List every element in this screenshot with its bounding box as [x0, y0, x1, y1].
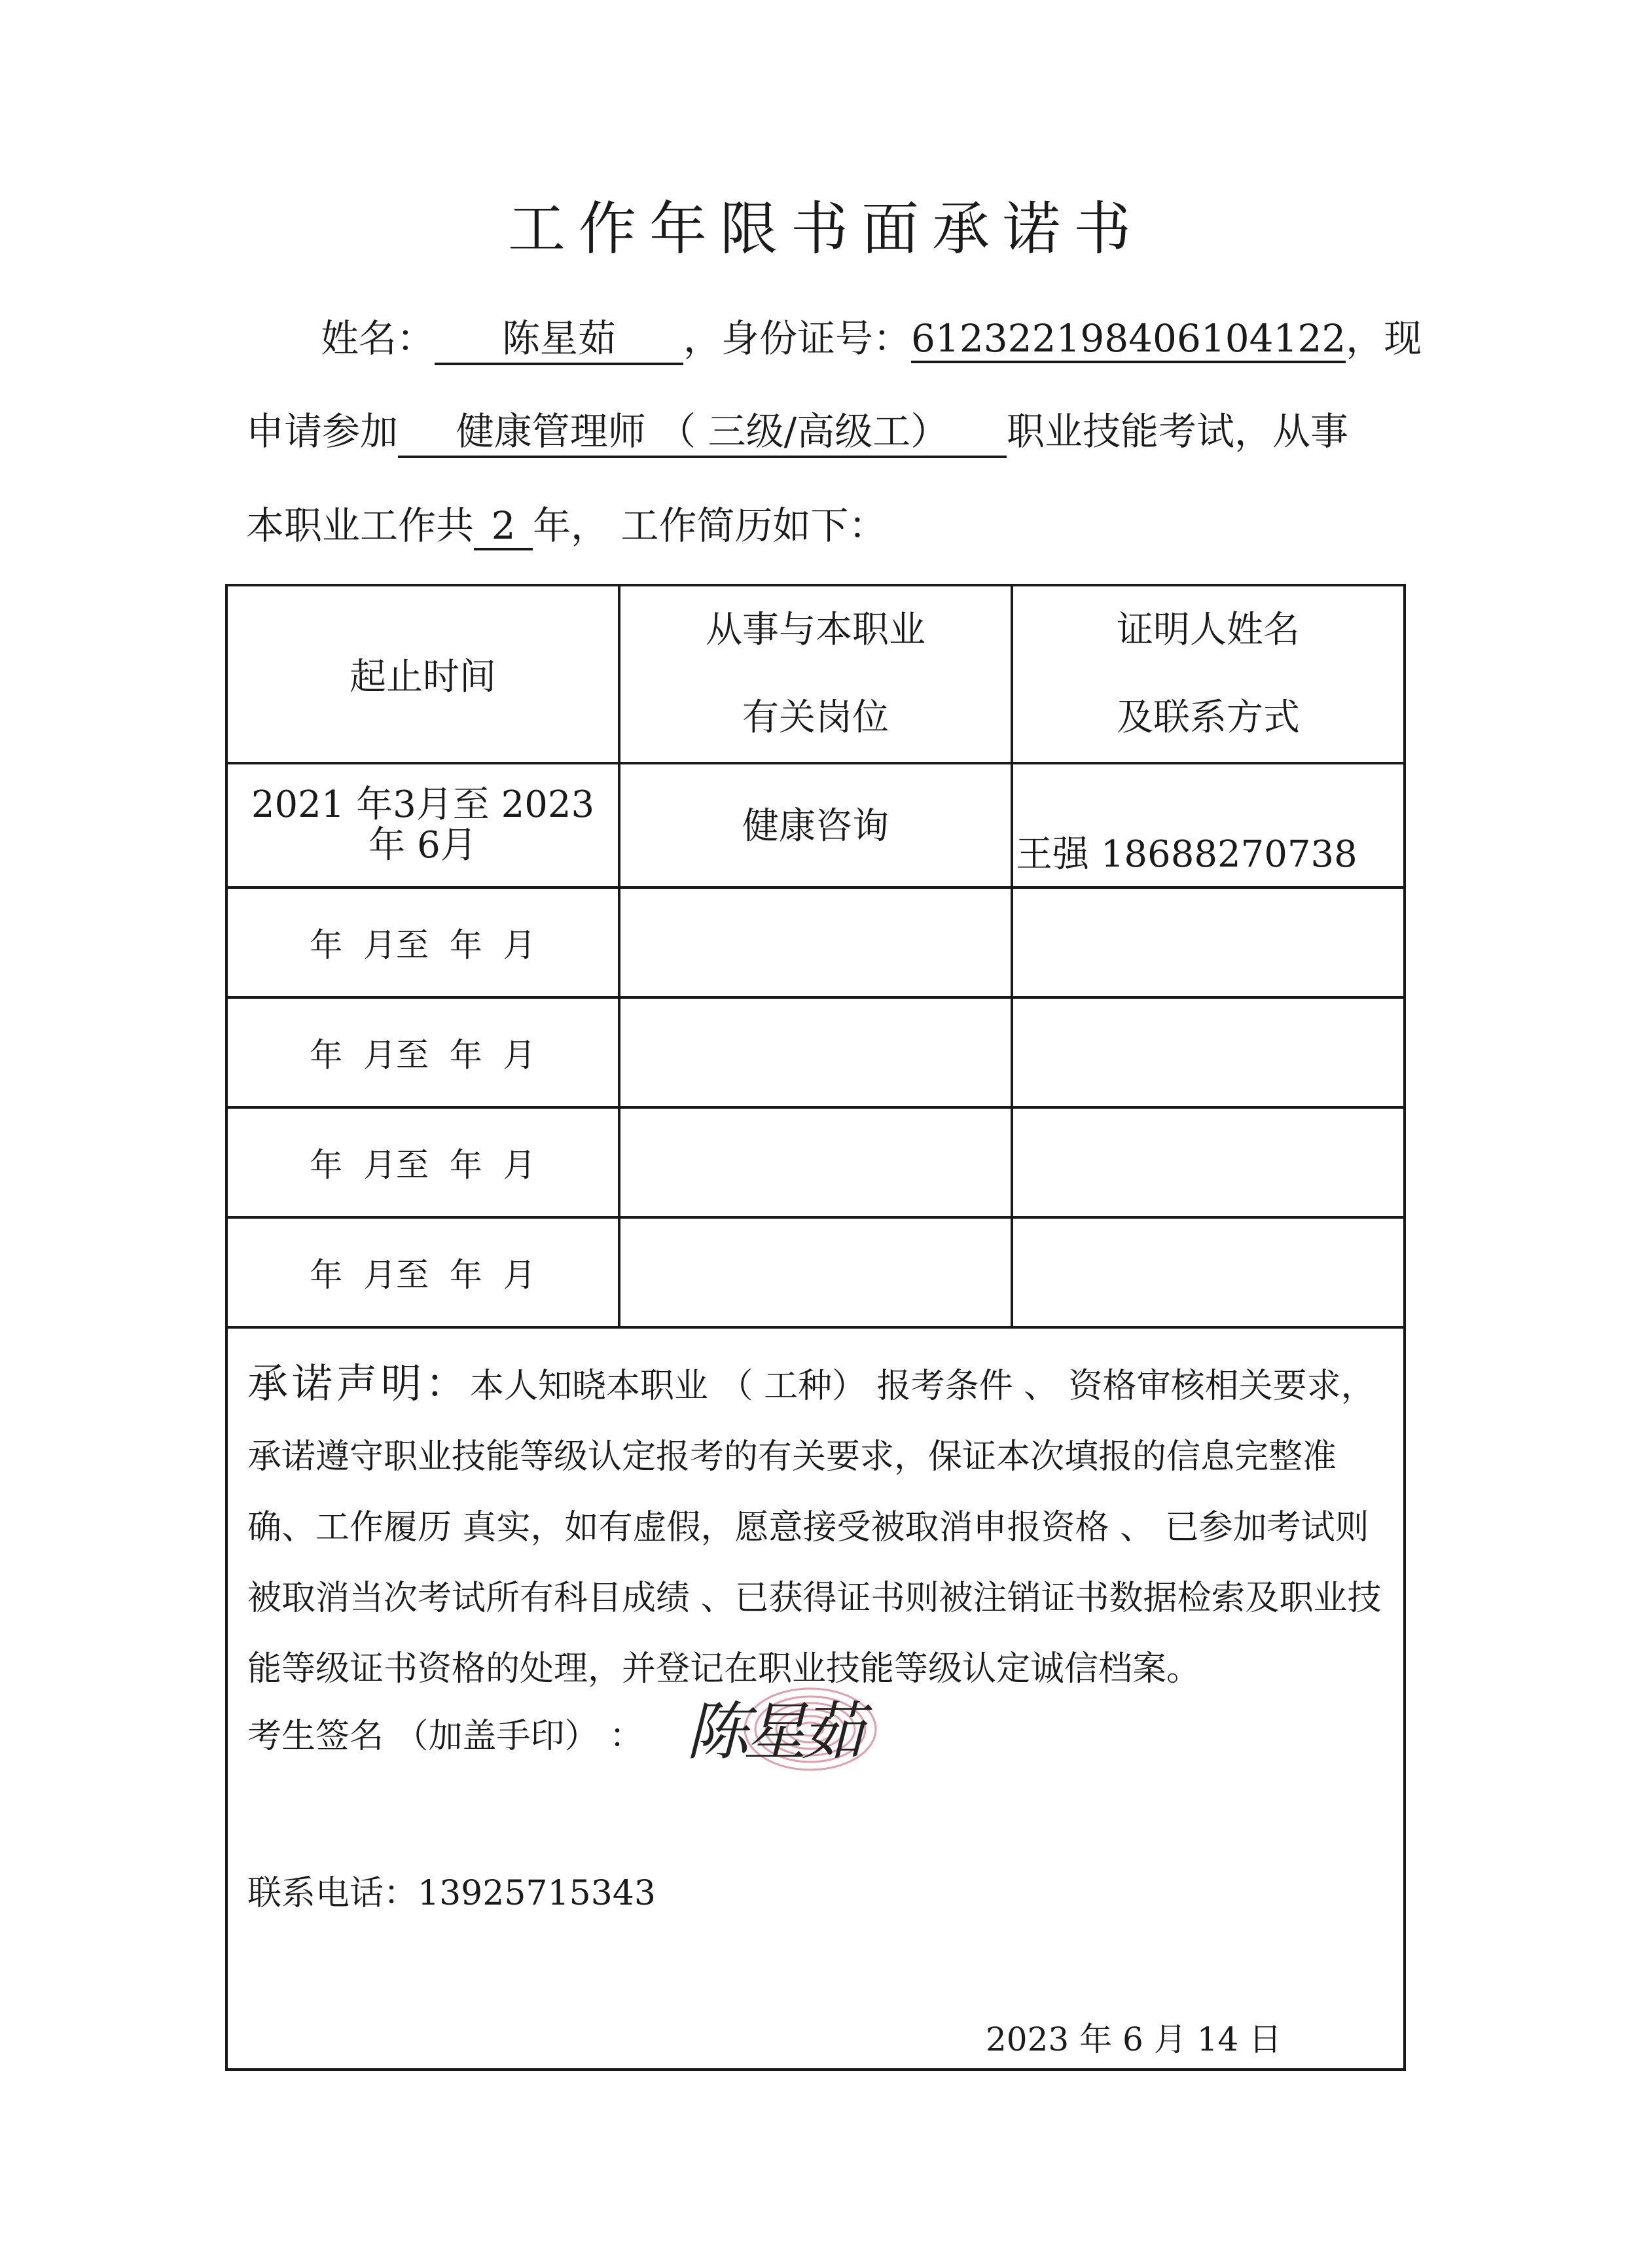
row-position: 健康咨询: [619, 763, 1012, 887]
name-value: 陈星茹: [435, 308, 683, 365]
signature-label: 考生签名 （加盖手印） ：: [247, 1717, 644, 1756]
header-witness: 证明人姓名 及联系方式: [1012, 585, 1405, 763]
intro-line-1: [321, 308, 1422, 365]
table-row: [226, 763, 1405, 887]
row-period: 年 月至 年 月: [226, 887, 619, 997]
row-witness: [1012, 887, 1405, 997]
apply-label: 申请参加: [246, 409, 399, 454]
table-row: [226, 997, 1405, 1107]
declaration-body: 本人知晓本职业 （ 工种） 报考条件 、 资格审核相关要求，承诺遵守职业技能等级认定报考的有关要求，保证本次填报的信息完整准确、工作履历 真实，如有虚假，愿意接受被取消申报资格 、 已参加考试则被取消当次考试所有科目成绩 、已获得证书则被注销证书数据检索及职业技能等级证书资格的处理，并登记在职业技能等级认定诚信档案。: [247, 1367, 1382, 1689]
declaration-text: [247, 1348, 1388, 1704]
row-witness: [1012, 1217, 1405, 1327]
work-history-table: [225, 584, 1406, 2071]
phone-value: 13925715343: [418, 1874, 656, 1913]
name-label: 姓名：: [321, 316, 435, 361]
declaration-cell: [226, 1327, 1405, 2070]
signature-text: 陈星茹: [686, 1695, 859, 1768]
id-number: 612322198406104122: [911, 316, 1346, 363]
row-witness: 王强 18688270738: [1012, 763, 1405, 887]
apply-suffix: 职业技能考试，从事: [1007, 409, 1349, 454]
row-period: 年 月至 年 月: [226, 1217, 619, 1327]
intro-line-3: [246, 495, 886, 550]
row-position: [619, 1107, 1012, 1217]
id-suffix: ，现: [1346, 316, 1422, 361]
row-position: [619, 887, 1012, 997]
row-period: 2021 年3月至 2023 年 6月: [226, 763, 619, 887]
table-row: [226, 887, 1405, 997]
declaration-row: [226, 1327, 1405, 2070]
header-position: 从事与本职业 有关岗位: [619, 585, 1012, 763]
table-row: [226, 1217, 1405, 1327]
phone-label: 联系电话：: [247, 1874, 418, 1913]
table-row: [226, 1107, 1405, 1217]
signature: [686, 1682, 882, 1780]
years-suffix: 年， 工作简历如下：: [533, 503, 887, 548]
row-position: [619, 1217, 1012, 1327]
row-witness: [1012, 997, 1405, 1107]
row-witness: [1012, 1107, 1405, 1217]
intro-line-2: [246, 401, 1348, 458]
id-label: ，身份证号：: [683, 316, 912, 361]
header-period: 起止时间: [226, 585, 619, 763]
page-title: 工作年限书面承诺书: [507, 195, 1144, 262]
years-label: 本职业工作共: [246, 503, 475, 548]
row-period: 年 月至 年 月: [226, 997, 619, 1107]
signing-date: 2023 年 6 月 14 日: [986, 2020, 1282, 2058]
years-value: 2: [474, 503, 533, 550]
row-position: [619, 997, 1012, 1107]
profession-value: 健康管理师 （ 三级/高级工）: [398, 401, 1007, 458]
table-header-row: [226, 585, 1405, 763]
declaration-lead: 承诺声明：: [247, 1359, 471, 1407]
row-period: 年 月至 年 月: [226, 1107, 619, 1217]
phone-line: [247, 1865, 656, 1914]
